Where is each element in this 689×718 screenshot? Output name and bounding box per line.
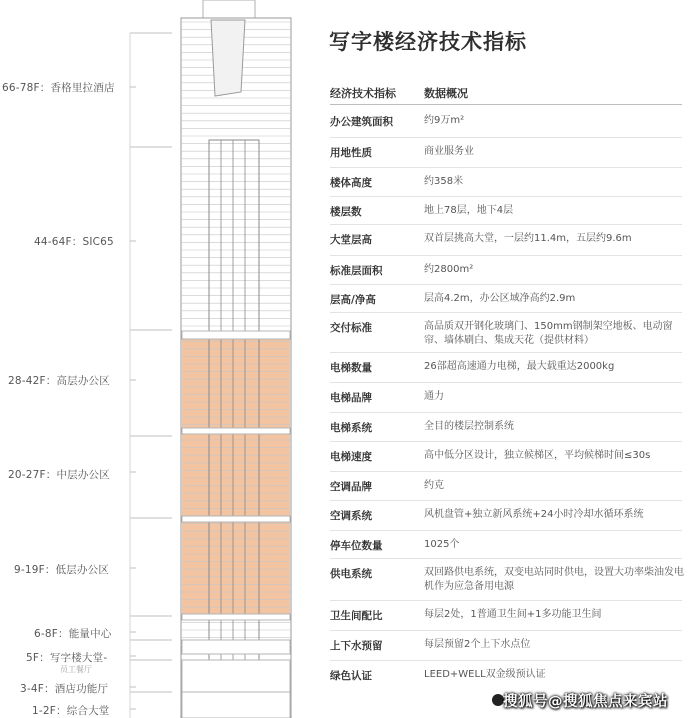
zone-label-sic65: 44-64F：SIC65 (34, 236, 114, 248)
indicator-value: 高中低分区设计，独立候梯区，平均候梯时间≤30s (424, 450, 651, 461)
zone-label-mid-office: 20-27F：中层办公区 (8, 469, 110, 481)
indicator-label: 用地性质 (330, 147, 372, 159)
zone-label-office-lobby: 5F：写字楼大堂- (26, 652, 108, 664)
indicator-label: 绿色认证 (330, 670, 372, 682)
indicator-label: 层高/净高 (330, 294, 376, 306)
indicator-value: 通力 (424, 391, 444, 402)
indicator-value: 层高4.2m，办公区域净高约2.9m (424, 293, 576, 304)
indicator-value: 约9万m² (424, 115, 465, 126)
indicator-label: 空调系统 (330, 510, 372, 522)
indicator-label: 电梯数量 (330, 362, 372, 374)
indicator-value: 双首层挑高大堂，一层约11.4m，五层约9.6m (424, 233, 632, 244)
zone-label-hotel-function: 3-4F：酒店功能厅 (20, 683, 109, 695)
indicator-value: 双回路供电系统，双变电站同时供电，设置大功率柴油发电机作为应急备用电源 (424, 567, 684, 592)
indicator-label: 停车位数量 (330, 540, 383, 552)
indicator-label: 大堂层高 (330, 234, 372, 246)
row-divider (330, 441, 682, 442)
indicator-value: 每层2处，1普通卫生间+1多功能卫生间 (424, 609, 602, 620)
indicator-value: 商业服务业 (424, 146, 474, 157)
row-divider (330, 255, 682, 256)
row-divider (330, 471, 682, 472)
indicator-value: 约克 (424, 480, 444, 491)
zone-label-energy-center: 6-8F：能量中心 (34, 628, 112, 640)
zone-label-high-office: 28-42F：高层办公区 (8, 375, 110, 387)
header-divider (330, 104, 682, 105)
zone-label-hotel: 66-78F：香格里拉酒店 (2, 82, 115, 94)
row-divider (330, 352, 682, 353)
indicator-value: 约2800m² (424, 264, 474, 275)
indicator-value: 全目的楼层控制系统 (424, 421, 514, 432)
indicator-label: 空调品牌 (330, 481, 372, 493)
zone-label-low-office: 9-19F：低层办公区 (14, 564, 110, 576)
row-divider (330, 284, 682, 285)
tower-section-drawing (175, 0, 300, 718)
row-divider (330, 224, 682, 225)
row-divider (330, 530, 682, 531)
indicator-value: 1025个 (424, 539, 460, 550)
indicator-label: 上下水预留 (330, 640, 383, 652)
indicator-label: 标准层面积 (330, 265, 383, 277)
row-divider (330, 630, 682, 631)
header-indicator: 经济技术指标 (330, 87, 396, 100)
indicator-label: 交付标准 (330, 322, 372, 334)
zone-bracket-lines (0, 0, 180, 718)
indicator-label: 楼体高度 (330, 177, 372, 189)
indicator-label: 电梯系统 (330, 422, 372, 434)
indicator-value: 每层预留2个上下水点位 (424, 639, 531, 650)
indicator-label: 卫生间配比 (330, 610, 383, 622)
indicator-label: 电梯品牌 (330, 392, 372, 404)
row-divider (330, 500, 682, 501)
indicator-value: 26部超高速通力电梯，最大载重达2000kg (424, 361, 615, 372)
indicator-label: 楼层数 (330, 206, 362, 218)
indicator-value: 风机盘管+独立新风系统+24小时冷却水循环系统 (424, 509, 644, 520)
indicator-label: 供电系统 (330, 568, 372, 580)
header-overview: 数据概况 (424, 87, 468, 100)
row-divider (330, 558, 682, 559)
zone-note-staff-canteen: 员工餐厅 (60, 665, 92, 674)
row-divider (330, 137, 682, 138)
row-divider (330, 600, 682, 601)
indicator-value: 约358米 (424, 176, 464, 187)
indicator-value: 地上78层，地下4层 (424, 205, 514, 216)
row-divider (330, 167, 682, 168)
page-title: 写字楼经济技术指标 (329, 30, 527, 54)
zone-label-main-lobby: 1-2F：综合大堂 (32, 705, 110, 717)
row-divider (330, 382, 682, 383)
indicator-value: LEED+WELL双金级预认证 (424, 669, 546, 680)
indicator-label: 电梯速度 (330, 451, 372, 463)
row-divider (330, 660, 682, 661)
indicator-label: 办公建筑面积 (330, 116, 393, 128)
row-divider (330, 312, 682, 313)
indicator-value: 高品质双开钢化玻璃门、150mm钢制架空地板、电动窗帘、墙体刷白、集成天花（提供材料） (424, 321, 673, 346)
row-divider (330, 196, 682, 197)
watermark: 搜狐号@搜狐焦点来宾站 (503, 694, 668, 710)
row-divider (330, 412, 682, 413)
